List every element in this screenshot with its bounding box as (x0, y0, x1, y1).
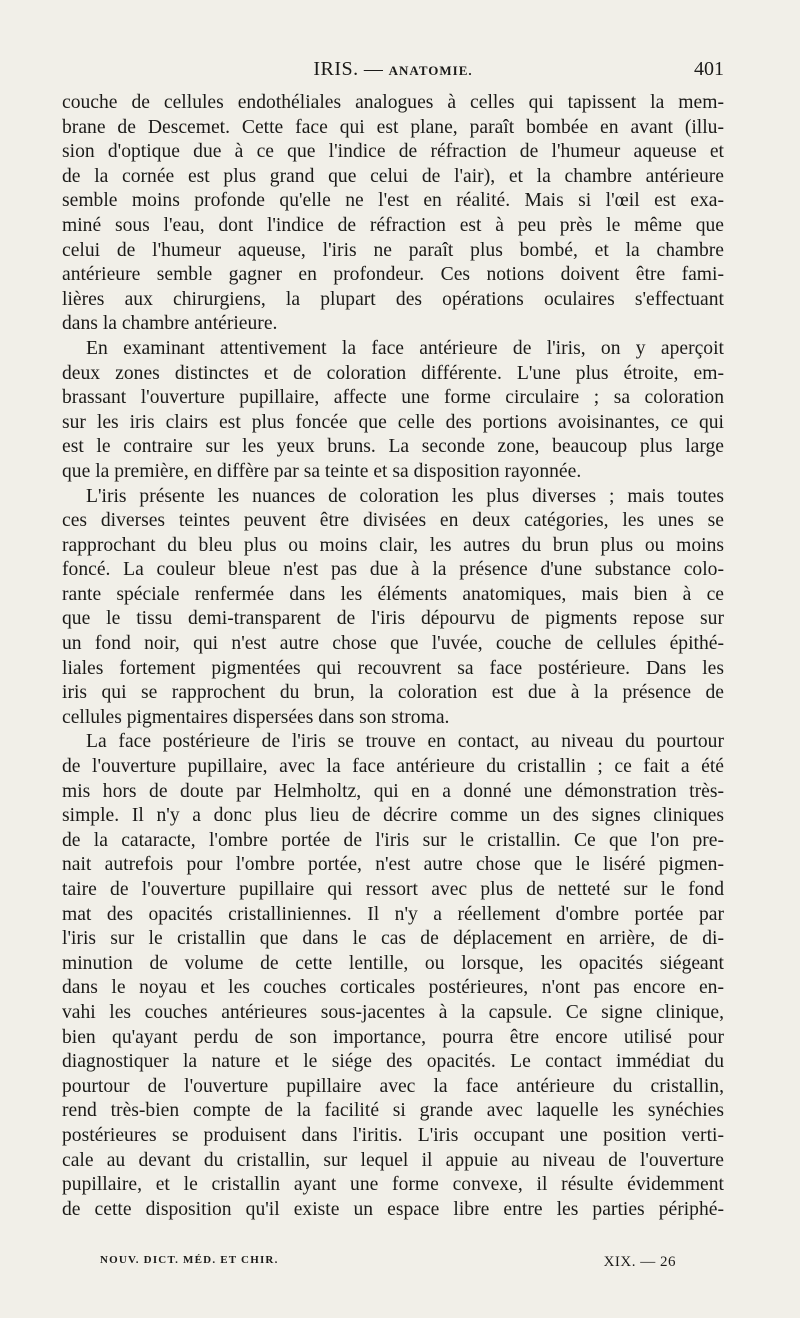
text-line: taire de l'ouverture pupillaire qui ressort avec plus de netteté sur le fond (62, 879, 724, 900)
text-line: est le contraire sur les yeux bruns. La seconde zone, beaucoup plus large (62, 436, 724, 458)
text-line: dans le noyau et les couches corticales postérieures, n'ont pas encore en- (62, 977, 724, 999)
text-line: que la première, en diffère par sa teinte et sa disposition rayonnée. (62, 460, 582, 482)
text-line: foncé. La couleur bleue n'est pas due à la présence d'une substance colo- (62, 559, 724, 581)
text-line: mis hors de doute par Helmholtz, qui en a donné une démonstration très- (62, 780, 724, 802)
running-header (62, 58, 724, 86)
text-line: celui de l'humeur aqueuse, l'iris ne paraît plus bombé, et la chambre (62, 239, 724, 261)
text-line: simple. Il n'y a donc plus lieu de décrire comme un des signes cliniques (62, 805, 724, 827)
text-line: cale au devant du cristallin, sur lequel il appuie au niveau de l'ouverture (62, 1149, 724, 1171)
running-title (62, 58, 724, 81)
text-line: de l'ouverture pupillaire, avec la face antérieure du cristallin ; ce fait a été (62, 756, 724, 778)
text-line: pupillaire, et le cristallin ayant une forme convexe, il résulte évidemment (62, 1174, 724, 1196)
text-line: brassant l'ouverture pupillaire, affecte une forme circulaire ; sa coloration (62, 387, 724, 409)
text-line: pourtour de l'ouverture pupillaire avec la face antérieure du cristallin, (62, 1075, 724, 1097)
text-line: de la cataracte, l'ombre portée de l'iris sur le cristallin. Ce que l'on pre- (62, 829, 724, 851)
text-line: vahi les couches antérieures sous-jacentes à la capsule. Ce signe clinique, (62, 1001, 724, 1023)
text-line: rend très-bien compte de la facilité si grande avec laquelle les synéchies (62, 1100, 724, 1122)
text-line: L'iris présente les nuances de coloration les plus diverses ; mais toutes (86, 485, 724, 507)
text-line: lières aux chirurgiens, la plupart des opérations oculaires s'effectuant (62, 288, 724, 310)
text-line: brane de Descemet. Cette face qui est plane, paraît bombée en avant (illu- (62, 116, 724, 138)
text-line: semble moins profonde qu'elle ne l'est en réalité. Mais si l'œil est exa- (62, 190, 724, 212)
paragraph (62, 730, 724, 1222)
text-line: mat des opacités cristalliniennes. Il n'y a réellement d'ombre portée par (62, 903, 724, 925)
running-title-separator: — (363, 59, 384, 80)
text-line: ces diverses teintes peuvent être divisées en deux catégories, les unes se (62, 510, 724, 532)
text-line: rante spéciale renfermée dans les éléments anatomiques, mais bien à ce (62, 583, 724, 605)
text-line: deux zones distinctes et de coloration différente. L'une plus étroite, em- (62, 362, 724, 384)
text-line: l'iris sur le cristallin que dans le cas de déplacement en arrière, de di- (62, 928, 724, 950)
paragraph (62, 485, 724, 731)
running-title-main: IRIS. (313, 58, 359, 80)
text-line: couche de cellules endothéliales analogues à celles qui tapissent la mem- (62, 92, 724, 113)
text-line: que le tissu demi-transparent de l'iris dépourvu de pigments repose sur (62, 608, 724, 630)
text-line: iris qui se rapprochent du brun, la coloration est due à la présence de (62, 682, 724, 704)
text-line: liales fortement pigmentées qui recouvrent sa face postérieure. Dans les (62, 657, 724, 679)
text-line: minution de volume de cette lentille, ou lorsque, les opacités siégeant (62, 952, 724, 974)
text-line: dans la chambre antérieure. (62, 313, 278, 335)
paragraph (62, 337, 724, 485)
text-line: un fond noir, qui n'est autre chose que l'uvée, couche de cellules épithé- (62, 633, 724, 655)
text-line: rapprochant du bleu plus ou moins clair, les autres du brun plus ou moins (62, 534, 724, 556)
text-line: sur les iris clairs est plus foncée que celle des portions avoisinantes, ce qui (62, 411, 724, 433)
paragraph (62, 91, 724, 337)
text-line: La face postérieure de l'iris se trouve en contact, au niveau du pourtour (86, 731, 724, 753)
text-line: bien qu'ayant perdu de son importance, pourra être encore utilisé pour (62, 1026, 724, 1048)
text-line: sion d'optique due à ce que l'indice de réfraction de l'humeur aqueuse et (62, 141, 724, 163)
body-text (62, 91, 724, 1222)
footer-volume-sheet: XIX. — 26 (603, 1254, 676, 1270)
running-title-sub: ANATOMIE. (388, 63, 473, 78)
page-footer (100, 1254, 676, 1276)
text-line: En examinant attentivement la face antérieure de l'iris, on y aperçoit (86, 337, 724, 359)
text-line: postérieures se produisent dans l'iritis. L'iris occupant une position verti- (62, 1124, 724, 1146)
text-line: cellules pigmentaires dispersées dans son stroma. (62, 706, 450, 728)
text-line: de la cornée est plus grand que celui de l'air), et la chambre antérieure (62, 165, 724, 187)
text-line: nait autrefois pour l'ombre portée, n'est autre chose que le liséré pigmen- (62, 854, 724, 876)
text-line: antérieure semble gagner en profondeur. Ces notions doivent être fami- (62, 264, 724, 286)
page-number: 401 (694, 58, 724, 80)
text-line: de cette disposition qu'il existe un espace libre entre les parties périphé- (62, 1198, 724, 1220)
text-line: diagnostiquer la nature et le siége des opacités. Le contact immédiat du (62, 1051, 724, 1073)
footer-signature: NOUV. DICT. MÉD. ET CHIR. (100, 1254, 279, 1266)
text-line: miné sous l'eau, dont l'indice de réfraction est à peu près le même que (62, 214, 724, 236)
